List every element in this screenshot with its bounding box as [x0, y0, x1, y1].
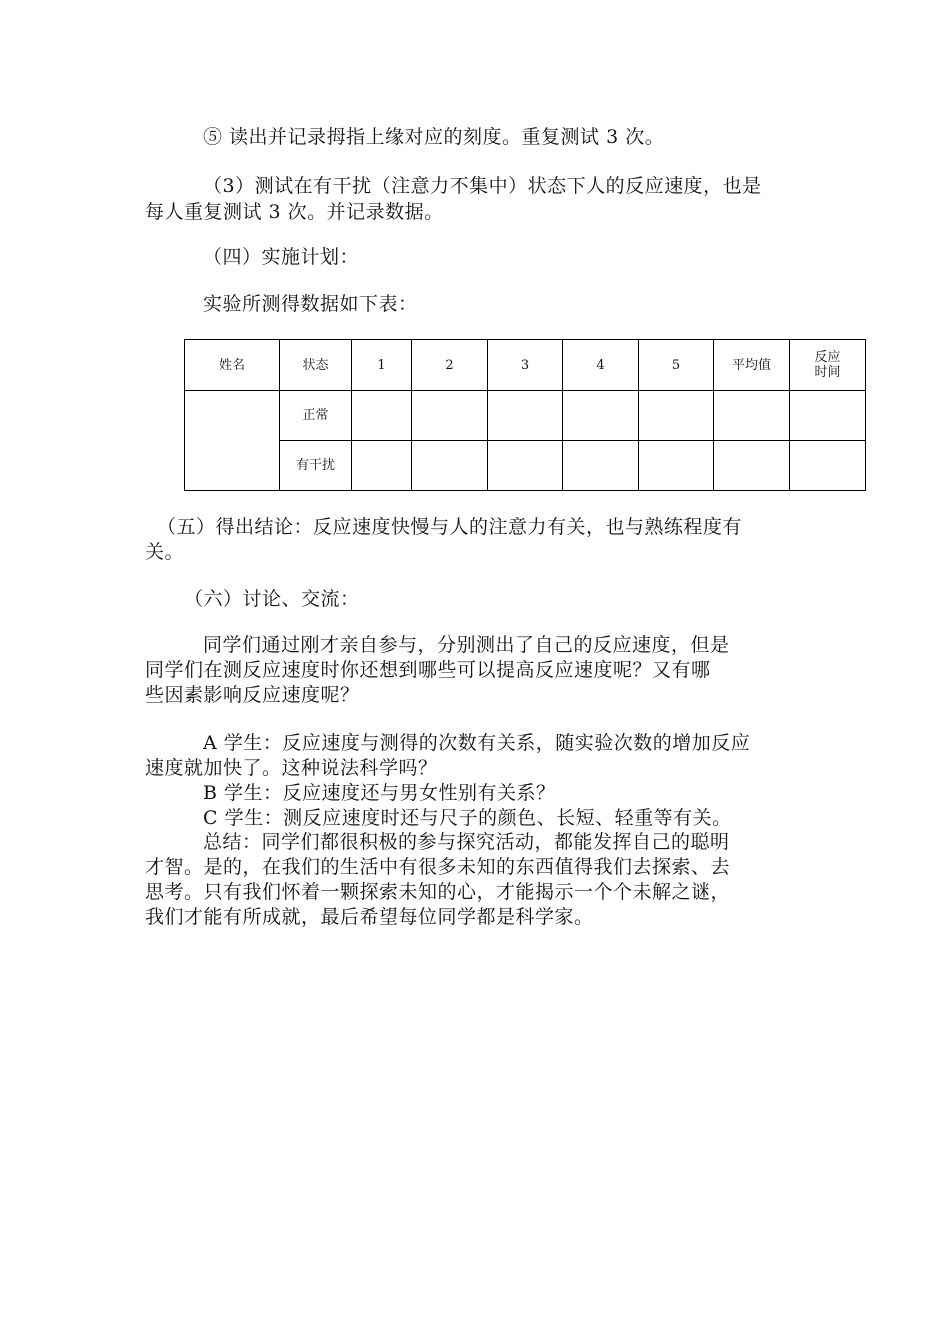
table-cell: [714, 441, 790, 491]
table-intro: 实验所测得数据如下表：: [203, 293, 418, 315]
student-a-line-1: A 学生：反应速度与测得的次数有关系，随实验次数的增加反应: [203, 732, 751, 754]
student-a-line-2: 速度就加快了。这种说法科学吗？: [145, 757, 438, 779]
header-reaction-line-2: 时间: [814, 365, 841, 380]
table-cell: [488, 441, 563, 491]
student-b-line: B 学生：反应速度还与男女性别有关系？: [203, 782, 556, 804]
table-cell: [412, 391, 488, 441]
step-3-line-2: 每人重复测试 3 次。并记录数据。: [145, 201, 444, 223]
table-cell: [352, 391, 412, 441]
name-cell: [185, 391, 280, 491]
conclusion-line-2: 关。: [145, 541, 185, 563]
conclusion-line-1: （五）得出结论：反应速度快慢与人的注意力有关，也与熟练程度有: [157, 516, 743, 538]
state-cell: 正常: [280, 391, 352, 441]
header-reaction-line-1: 反应: [814, 350, 841, 365]
table-cell: [563, 441, 639, 491]
table-header-row: [185, 340, 866, 391]
discussion-line-3: 些因素影响反应速度呢？: [145, 684, 360, 706]
step-3-line-1: （3）测试在有干扰（注意力不集中）状态下人的反应速度，也是: [203, 175, 762, 197]
summary-line-4: 我们才能有所成就，最后希望每位同学都是科学家。: [145, 906, 594, 928]
table-row: [185, 441, 866, 491]
table-cell: [352, 441, 412, 491]
discussion-line-2: 同学们在测反应速度时你还想到哪些可以提高反应速度呢？又有哪: [145, 659, 711, 681]
table-cell: [639, 391, 714, 441]
summary-line-2: 才智。是的，在我们的生活中有很多未知的东西值得我们去探索、去: [145, 856, 731, 878]
student-c-line: C 学生：测反应速度时还与尺子的颜色、长短、轻重等有关。: [203, 807, 732, 829]
header-reaction-time: [790, 340, 866, 391]
summary-line-1: 总结：同学们都很积极的参与探究活动，都能发挥自己的聪明: [203, 831, 730, 853]
section-6-heading: （六）讨论、交流：: [184, 588, 360, 610]
table-row: [185, 391, 866, 441]
header-trial-4: 4: [563, 340, 639, 391]
table-cell: [639, 441, 714, 491]
header-state: 状态: [280, 340, 352, 391]
header-trial-3: 3: [488, 340, 563, 391]
step-5-line: ⑤ 读出并记录拇指上缘对应的刻度。重复测试 3 次。: [203, 126, 665, 148]
state-cell: 有干扰: [280, 441, 352, 491]
header-trial-5: 5: [639, 340, 714, 391]
table-cell: [790, 441, 866, 491]
section-4-heading: （四）实施计划：: [203, 246, 360, 268]
header-average: 平均值: [714, 340, 790, 391]
header-trial-1: 1: [352, 340, 412, 391]
table-cell: [488, 391, 563, 441]
header-name: 姓名: [185, 340, 280, 391]
header-trial-2: 2: [412, 340, 488, 391]
discussion-line-1: 同学们通过刚才亲自参与，分别测出了自己的反应速度，但是: [203, 634, 730, 656]
table-cell: [563, 391, 639, 441]
table-cell: [714, 391, 790, 441]
table-cell: [412, 441, 488, 491]
reaction-data-table: [184, 339, 866, 491]
table-cell: [790, 391, 866, 441]
summary-line-3: 思考。只有我们怀着一颗探索未知的心，才能揭示一个个未解之谜，: [145, 881, 731, 903]
